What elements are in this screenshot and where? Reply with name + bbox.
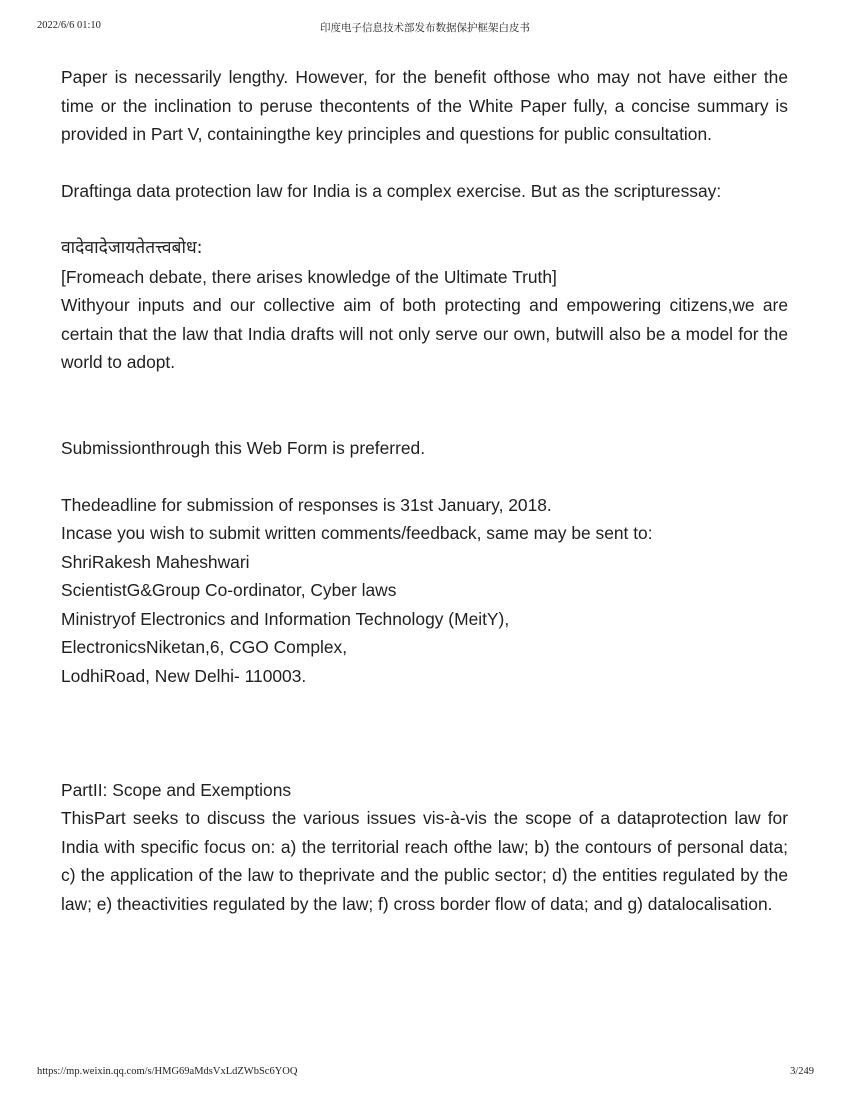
written-comments-note: Incase you wish to submit written comments/feedback, same may be sent to:: [61, 523, 653, 543]
submission-note: Submissionthrough this Web Form is preferred.: [61, 437, 426, 458]
page-footer-page-number: 3/249: [790, 1066, 814, 1077]
quote-translation: [Fromeach debate, there arises knowledge of the Ultimate Truth]: [61, 266, 557, 287]
page-header-datetime: 2022/6/6 01:10: [37, 20, 101, 31]
section-paragraph: ThisPart seeks to discuss the various issues vis-à-vis the scope of a dataprotection law for India with specific focus on: a) the territorial reach ofthe law; b) the contours of personal data; c) the application of the law to theprivate and the public sector; d) the entities regulated by the law; e) theactivities regulated by the law; f) cross border flow of data; and g) datalocalisation.: [61, 808, 788, 914]
inputs-paragraph: Withyour inputs and our collective aim of both protecting and empowering citizens,we are certain that the law that India drafts will not only serve our own, butwill also be a model for the world to adopt.: [61, 295, 788, 372]
section-heading: PartII: Scope and Exemptions: [61, 779, 292, 800]
address-line: ScientistG&Group Co-ordinator, Cyber laws: [61, 580, 397, 600]
article-body: [61, 63, 788, 918]
sanskrit-quote: वादेवादेजायतेतत्त्वबोध:: [61, 238, 203, 258]
address-line: LodhiRoad, New Delhi- 110003.: [61, 665, 307, 686]
address-line: Ministryof Electronics and Information Technology (MeitY),: [61, 608, 510, 629]
page-header-title: 印度电子信息技术部发布数据保护框架白皮书: [320, 23, 530, 34]
deadline-note: Thedeadline for submission of responses is 31st January, 2018.: [61, 494, 552, 515]
postal-address: [61, 548, 788, 691]
page-footer-url: https://mp.weixin.qq.com/s/HMG69aMdsVxLdZWbSc6YOQ: [37, 1066, 298, 1077]
address-line: ShriRakesh Maheshwari: [61, 551, 250, 572]
drafting-paragraph: Draftinga data protection law for India is a complex exercise. But as the scripturessay:: [61, 181, 722, 201]
intro-paragraph: Paper is necessarily lengthy. However, for the benefit ofthose who may not have either the time or the inclination to peruse thecontents of the White Paper fully, a concise summary is provided in Part V, containingthe key principles and questions for public consultation.: [61, 67, 788, 144]
address-line: ElectronicsNiketan,6, CGO Complex,: [61, 637, 348, 657]
